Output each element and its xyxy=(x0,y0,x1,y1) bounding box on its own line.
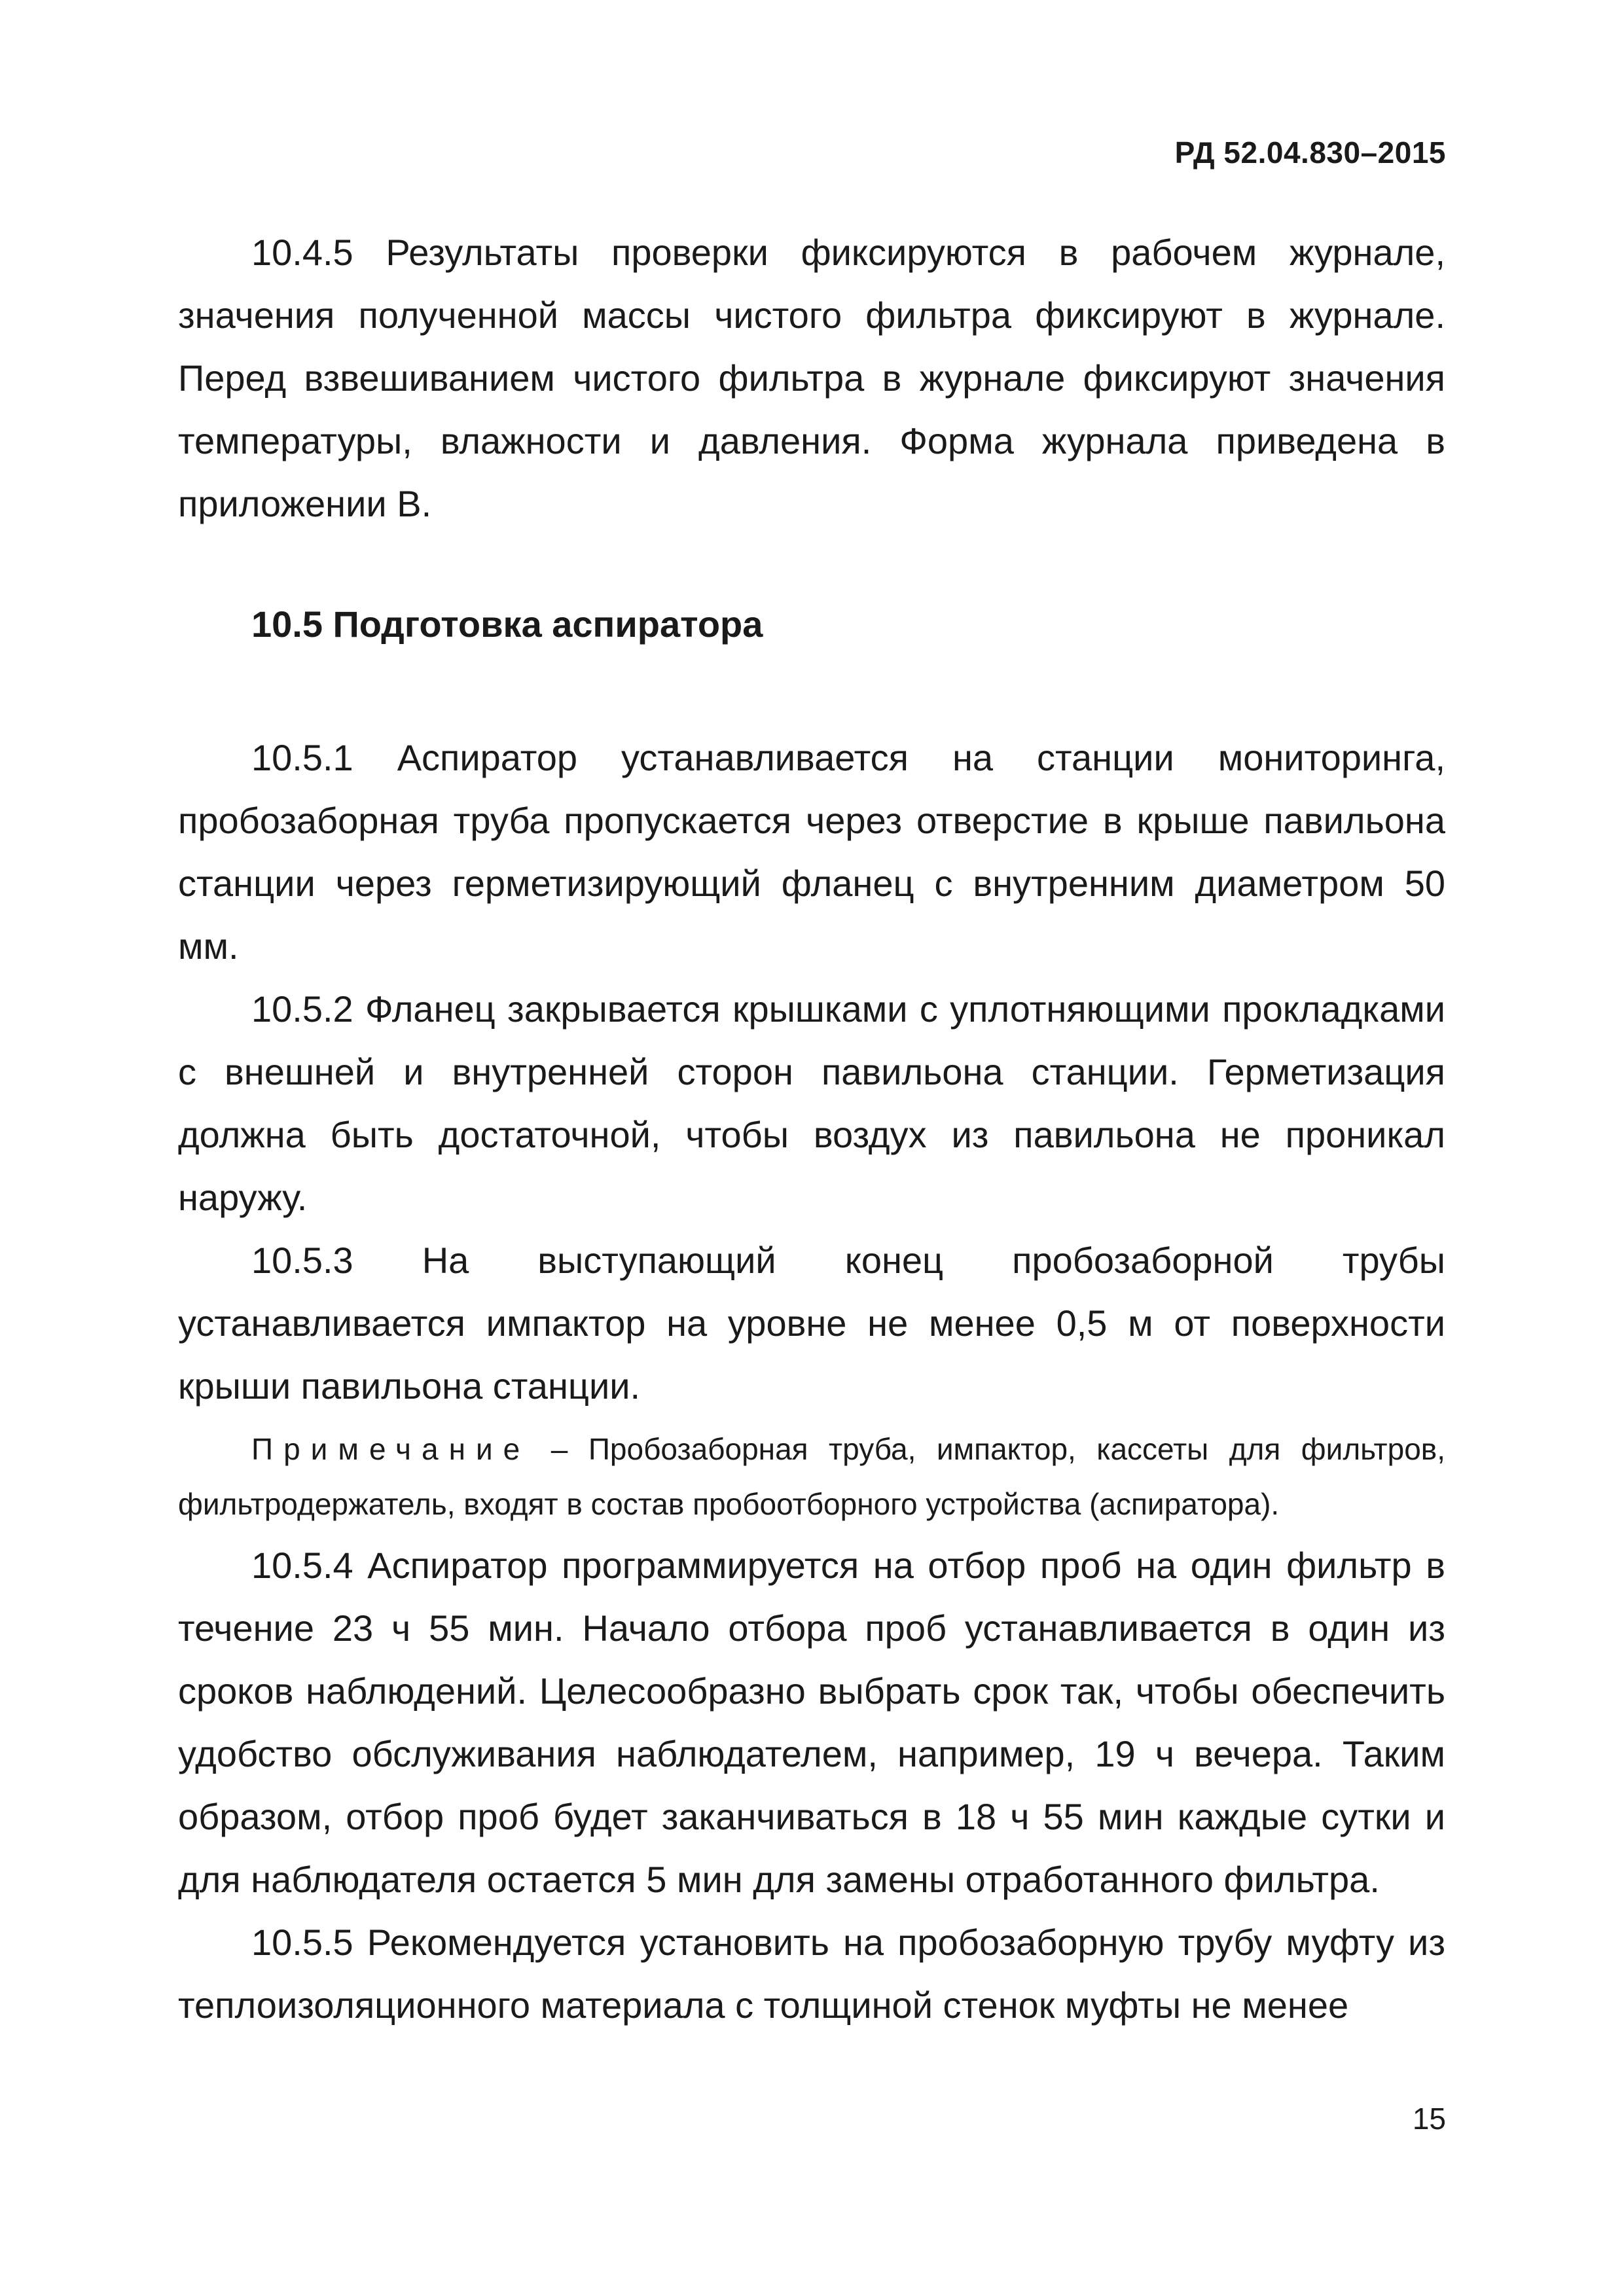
paragraph-10-5-3: 10.5.3 На выступающий конец пробозаборной трубы устанавливается импактор на уровне не менее 0,5 м от поверхности крыши павильона станции. xyxy=(178,1240,1445,1407)
paragraph-10-5-5: 10.5.5 Рекомендуется установить на пробозаборную трубу муфту из теплоизоляционного материала с толщиной стенок муфты не менее xyxy=(178,1922,1445,2026)
document-code: РД 52.04.830–2015 xyxy=(1174,135,1446,170)
paragraph-10-5-2: 10.5.2 Фланец закрывается крышками с уплотняющими прокладками с внешней и внутренней сторон павильона станции. Герметизация должна быть достаточной, чтобы воздух из павильона не проникал наружу. xyxy=(178,988,1445,1218)
paragraph-10-5-1: 10.5.1 Аспиратор устанавливается на станции мониторинга, пробозаборная труба пропускается через отверстие в крыше павильона станции через герметизирующий фланец с внутренним диаметром 50 мм. xyxy=(178,737,1445,967)
paragraph-10-4-5: 10.4.5 Результаты проверки фиксируются в рабочем журнале, значения полученной массы чистого фильтра фиксируют в журнале. Перед взвешиванием чистого фильтра в журнале фиксируют значения температуры, влажности и давления. Форма журнала приведена в приложении В. xyxy=(178,232,1445,524)
page-body xyxy=(178,221,1445,2037)
note xyxy=(178,1422,1445,1532)
page-number: 15 xyxy=(1412,2102,1446,2136)
note-label: Примечание xyxy=(251,1432,531,1466)
paragraph-10-5-4: 10.5.4 Аспиратор программируется на отбор проб на один фильтр в течение 23 ч 55 мин. Начало отбора проб устанавливается в один из сроков наблюдений. Целесообразно выбрать срок так, чтобы обеспечить удобство обслуживания наблюдателем, например, 19 ч вечера. Таким образом, отбор проб будет заканчиваться в 18 ч 55 мин каждые сутки и для наблюдателя остается 5 мин для замены отработанного фильтра. xyxy=(178,1545,1445,1900)
section-heading-10-5: 10.5 Подготовка аспиратора xyxy=(251,603,763,645)
note-text: – Пробозаборная труба, импактор, кассеты для фильтров, фильтродержатель, входят в состав пробоотборного устройства (аспиратора). xyxy=(178,1432,1445,1521)
